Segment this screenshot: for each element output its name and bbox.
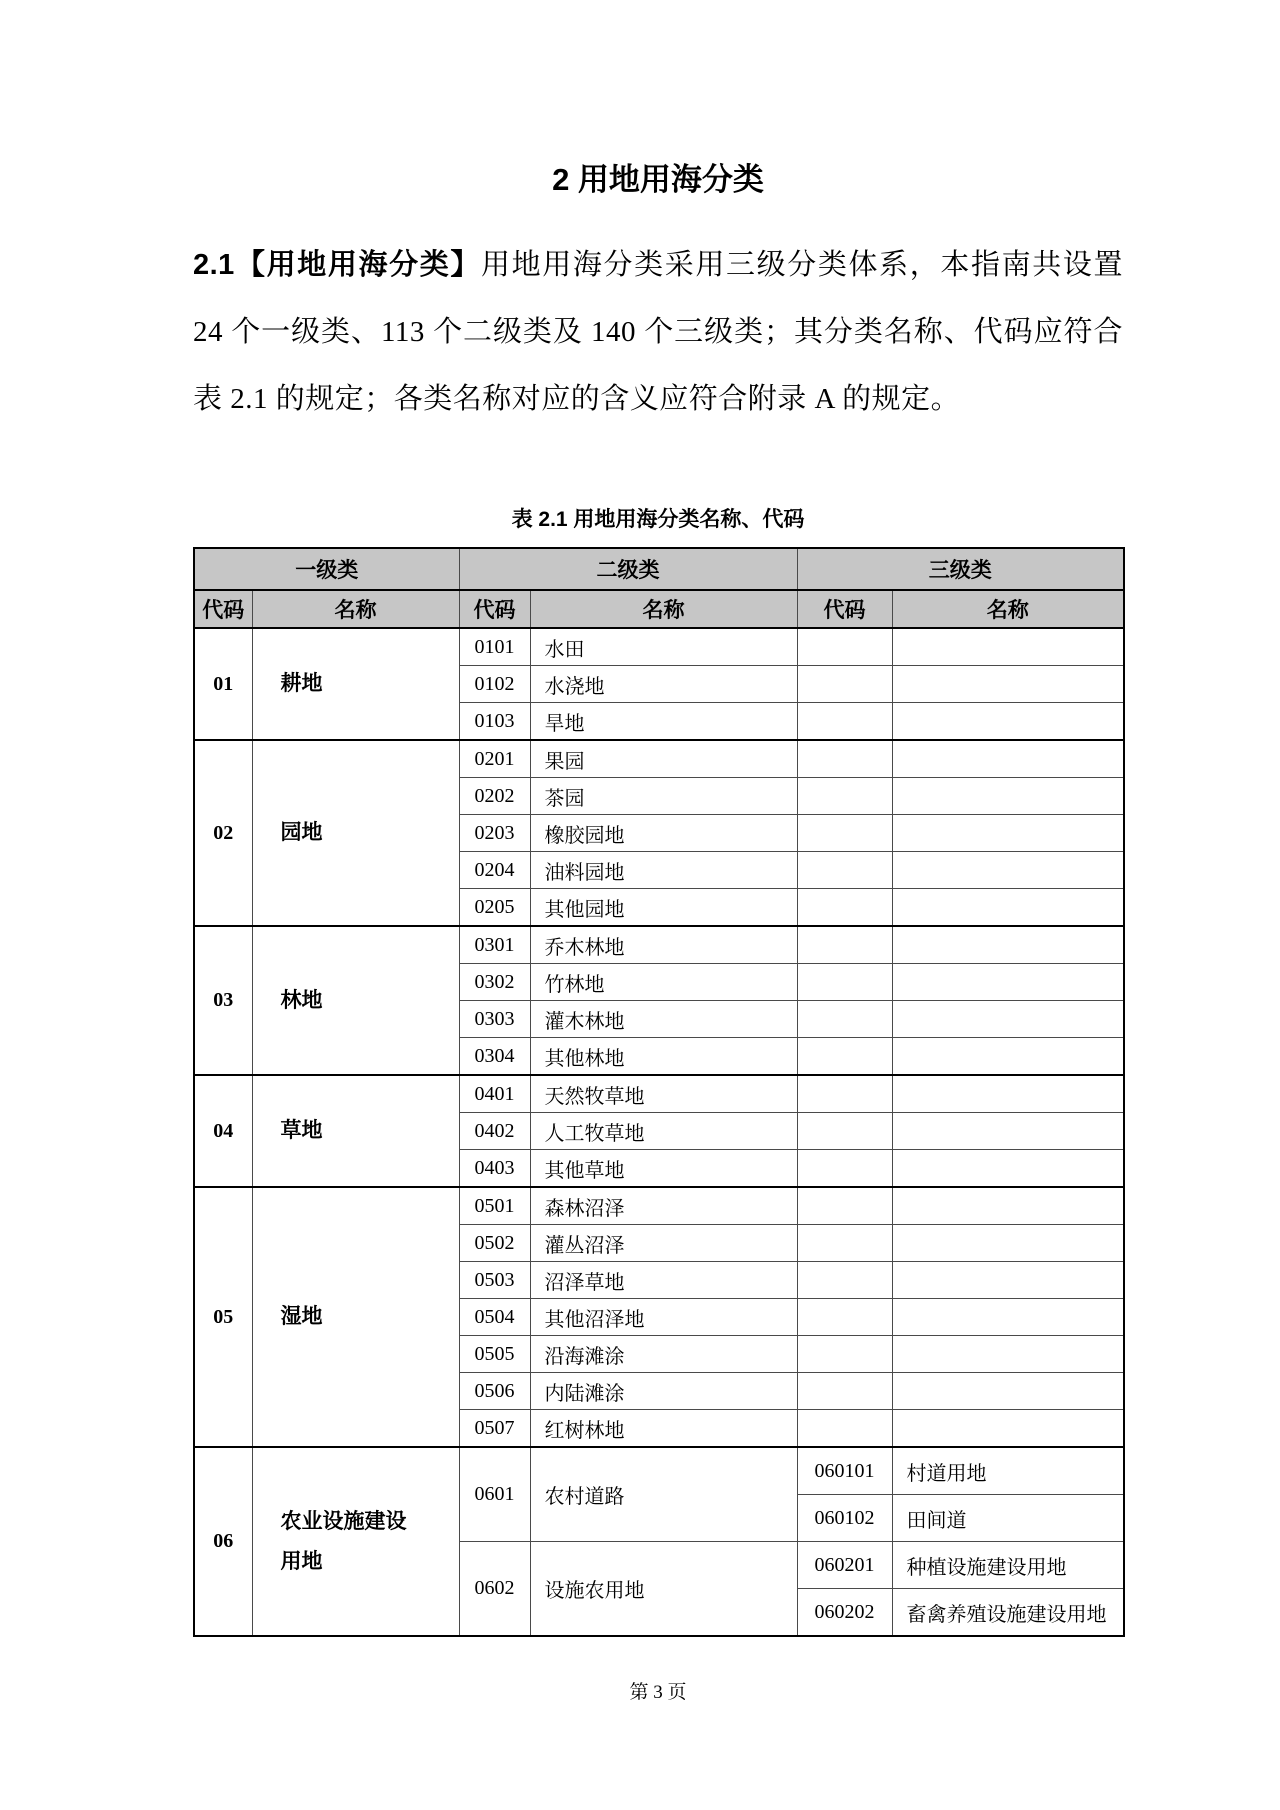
cell-level3-code: [797, 1225, 892, 1262]
cell-level3-name: 畜禽养殖设施建设用地: [892, 1589, 1124, 1637]
cell-level2-code: 0101: [459, 628, 530, 666]
cell-level2-name: 灌木林地: [530, 1001, 797, 1038]
cell-level3-code: [797, 1410, 892, 1448]
cell-level2-name: 沼泽草地: [530, 1262, 797, 1299]
cell-level2-name: 灌丛沼泽: [530, 1225, 797, 1262]
cell-level3-code: [797, 889, 892, 927]
table-header: [194, 548, 1124, 628]
cell-level3-code: [797, 1113, 892, 1150]
table-row: [194, 1187, 1124, 1225]
page-number: 第 3 页: [629, 1682, 687, 1703]
cell-level3-name: [892, 889, 1124, 927]
cell-level2-code: 0401: [459, 1075, 530, 1113]
cell-level3-name: 村道用地: [892, 1447, 1124, 1495]
cell-level2-code: 0304: [459, 1038, 530, 1076]
cell-level2-name: 农村道路: [530, 1447, 797, 1542]
cell-level2-name: 竹林地: [530, 964, 797, 1001]
table-row: [194, 1447, 1124, 1495]
clause-body-text: 用地用海分类采用三级分类体系，本指南共设置 24 个一级类、113 个二级类及 140 个三级类；其分类名称、代码应符合表 2.1 的规定；各类名称对应的含义应符合附录 A 的规定。: [193, 249, 1123, 415]
cell-level3-code: [797, 666, 892, 703]
cell-level3-name: [892, 1038, 1124, 1076]
cell-level1-code: 01: [194, 628, 252, 740]
cell-level2-name: 水田: [530, 628, 797, 666]
cell-level1-code: 06: [194, 1447, 252, 1636]
cell-level2-name: 森林沼泽: [530, 1187, 797, 1225]
cell-level2-code: 0505: [459, 1336, 530, 1373]
cell-level3-code: [797, 1075, 892, 1113]
column-header-code-l1: 代码: [194, 590, 252, 628]
cell-level2-name: 橡胶园地: [530, 815, 797, 852]
page-content: [193, 0, 1123, 1637]
cell-level2-name: 天然牧草地: [530, 1075, 797, 1113]
cell-level1-code: 03: [194, 926, 252, 1075]
cell-level3-name: [892, 964, 1124, 1001]
cell-level3-code: 060101: [797, 1447, 892, 1495]
table-row: [194, 926, 1124, 964]
cell-level2-code: 0103: [459, 703, 530, 741]
group-header-level1: 一级类: [194, 548, 459, 590]
cell-level2-code: 0203: [459, 815, 530, 852]
cell-level2-code: 0302: [459, 964, 530, 1001]
cell-level3-name: [892, 1336, 1124, 1373]
cell-level2-code: 0202: [459, 778, 530, 815]
cell-level1-name: 湿地: [252, 1187, 459, 1447]
column-header-code-l3: 代码: [797, 590, 892, 628]
cell-level3-code: [797, 1336, 892, 1373]
cell-level2-code: 0602: [459, 1542, 530, 1637]
cell-level3-code: [797, 964, 892, 1001]
cell-level2-name: 果园: [530, 740, 797, 778]
cell-level3-name: [892, 1410, 1124, 1448]
table-caption: 表 2.1 用地用海分类名称、代码: [511, 508, 805, 531]
table-row: [194, 740, 1124, 778]
cell-level2-code: 0301: [459, 926, 530, 964]
cell-level2-name: 茶园: [530, 778, 797, 815]
cell-level3-code: [797, 926, 892, 964]
cell-level3-name: [892, 1262, 1124, 1299]
cell-level3-name: [892, 666, 1124, 703]
cell-level2-name: 油料园地: [530, 852, 797, 889]
cell-level2-name: 水浇地: [530, 666, 797, 703]
cell-level2-name: 设施农用地: [530, 1542, 797, 1637]
cell-level3-code: [797, 1187, 892, 1225]
cell-level2-code: 0507: [459, 1410, 530, 1448]
cell-level3-code: 060102: [797, 1495, 892, 1542]
cell-level3-name: [892, 778, 1124, 815]
group-header-row: [194, 548, 1124, 590]
clause-paragraph: [193, 232, 1123, 433]
cell-level1-name: 草地: [252, 1075, 459, 1187]
cell-level3-code: [797, 815, 892, 852]
cell-level2-code: 0506: [459, 1373, 530, 1410]
table-row: [194, 1075, 1124, 1113]
cell-level3-code: [797, 778, 892, 815]
classification-table-body: [194, 628, 1124, 1636]
cell-level3-name: [892, 1187, 1124, 1225]
cell-level2-name: 内陆滩涂: [530, 1373, 797, 1410]
cell-level3-name: [892, 740, 1124, 778]
classification-table: [193, 547, 1125, 1637]
column-header-row: [194, 590, 1124, 628]
cell-level1-name: 林地: [252, 926, 459, 1075]
cell-level1-code: 05: [194, 1187, 252, 1447]
column-header-name-l3: 名称: [892, 590, 1124, 628]
cell-level3-name: [892, 1113, 1124, 1150]
cell-level2-code: 0403: [459, 1150, 530, 1188]
cell-level2-name: 乔木林地: [530, 926, 797, 964]
cell-level1-name: 耕地: [252, 628, 459, 740]
cell-level3-name: [892, 1001, 1124, 1038]
cell-level3-code: [797, 1038, 892, 1076]
cell-level3-code: [797, 1299, 892, 1336]
cell-level3-name: [892, 852, 1124, 889]
cell-level2-name: 其他沼泽地: [530, 1299, 797, 1336]
cell-level2-code: 0504: [459, 1299, 530, 1336]
cell-level3-code: [797, 740, 892, 778]
cell-level3-code: [797, 1262, 892, 1299]
cell-level3-name: [892, 1075, 1124, 1113]
cell-level1-name: 园地: [252, 740, 459, 926]
cell-level2-name: 其他林地: [530, 1038, 797, 1076]
column-header-name-l2: 名称: [530, 590, 797, 628]
cell-level2-name: 其他草地: [530, 1150, 797, 1188]
cell-level1-code: 04: [194, 1075, 252, 1187]
cell-level3-code: [797, 1150, 892, 1188]
cell-level2-code: 0503: [459, 1262, 530, 1299]
cell-level3-name: [892, 1299, 1124, 1336]
cell-level3-code: [797, 852, 892, 889]
cell-level2-code: 0501: [459, 1187, 530, 1225]
cell-level1-name: 农业设施建设用地: [252, 1447, 459, 1636]
column-header-code-l2: 代码: [459, 590, 530, 628]
cell-level2-code: 0303: [459, 1001, 530, 1038]
cell-level3-name: 田间道: [892, 1495, 1124, 1542]
cell-level2-code: 0102: [459, 666, 530, 703]
cell-level3-code: [797, 1001, 892, 1038]
group-header-level3: 三级类: [797, 548, 1124, 590]
cell-level3-name: [892, 815, 1124, 852]
cell-level3-name: [892, 628, 1124, 666]
cell-level3-name: [892, 926, 1124, 964]
cell-level3-code: 060202: [797, 1589, 892, 1637]
group-header-level2: 二级类: [459, 548, 797, 590]
clause-number-lead: 2.1【用地用海分类】: [193, 249, 481, 281]
cell-level3-name: [892, 1150, 1124, 1188]
cell-level3-name: [892, 1225, 1124, 1262]
cell-level2-code: 0402: [459, 1113, 530, 1150]
cell-level3-code: [797, 703, 892, 741]
cell-level2-name: 红树林地: [530, 1410, 797, 1448]
cell-level2-name: 人工牧草地: [530, 1113, 797, 1150]
cell-level2-code: 0201: [459, 740, 530, 778]
cell-level2-code: 0601: [459, 1447, 530, 1542]
page-title: 2 用地用海分类: [552, 162, 764, 197]
cell-level2-code: 0205: [459, 889, 530, 927]
cell-level2-name: 其他园地: [530, 889, 797, 927]
cell-level3-name: [892, 703, 1124, 741]
cell-level2-name: 沿海滩涂: [530, 1336, 797, 1373]
cell-level3-name: 种植设施建设用地: [892, 1542, 1124, 1589]
cell-level1-code: 02: [194, 740, 252, 926]
table-row: [194, 628, 1124, 666]
cell-level3-code: [797, 1373, 892, 1410]
cell-level2-code: 0502: [459, 1225, 530, 1262]
column-header-name-l1: 名称: [252, 590, 459, 628]
cell-level3-code: [797, 628, 892, 666]
cell-level2-name: 旱地: [530, 703, 797, 741]
cell-level3-code: 060201: [797, 1542, 892, 1589]
cell-level2-code: 0204: [459, 852, 530, 889]
cell-level3-name: [892, 1373, 1124, 1410]
